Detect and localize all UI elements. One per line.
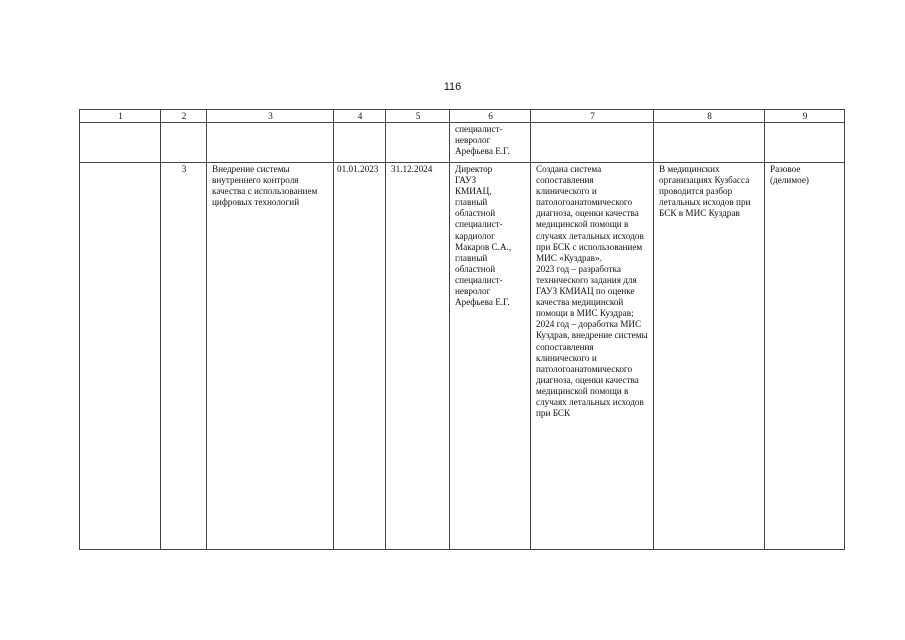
table-cell [386,123,450,163]
table-row [80,163,845,550]
column-number: 4 [334,110,386,123]
responsible-cell: специалист- невролог Арефьева Е.Г. [450,123,531,163]
table-cell [765,123,845,163]
page-number: 116 [443,81,462,93]
column-number-row [80,110,845,123]
table-cell [161,123,207,163]
result-cell: Создана система сопоставления клинического и патологоанатомического диагноза, оценки качества медицинской помощи в случаях летальных исходов при БСК с использованием МИС «Куздрав». 2023 год – разработка технического задания для ГАУЗ КМИАЦ по оценке качества медицинской помощи в МИС Куздрав; 2024 год – доработка МИС Куздрав, внедрение системы сопоставления клинического и патологоанатомического диагноза, оценки качества медицинской помощи в случаях летальных исходов при БСК [531,163,654,550]
table-row [80,123,845,163]
column-number: 9 [765,110,845,123]
column-number: 8 [654,110,765,123]
column-number: 2 [161,110,207,123]
column-number: 6 [450,110,531,123]
table-cell [80,163,161,550]
start-date-cell: 01.01.2023 [334,163,386,550]
activity-cell: Внедрение системы внутреннего контроля качества с использованием цифровых технологий [207,163,334,550]
type-cell: Разовое (делимое) [765,163,845,550]
column-number: 3 [207,110,334,123]
table-cell [80,123,161,163]
responsible-cell: Директор ГАУЗ КМИАЦ, главный областной специалист- кардиолог Макаров С.А., главный областной специалист- невролог Арефьева Е.Г. [450,163,531,550]
table-cell [654,123,765,163]
column-number: 1 [80,110,161,123]
column-number: 5 [386,110,450,123]
table-cell [334,123,386,163]
end-date-cell: 31.12.2024 [386,163,450,550]
table-cell [531,123,654,163]
indicator-cell: В медицинских организациях Кузбасса проводится разбор летальных исходов при БСК в МИС Куздрав [654,163,765,550]
column-number: 7 [531,110,654,123]
plan-table [79,109,845,550]
item-number-cell: 3 [161,163,207,550]
table-cell [207,123,334,163]
